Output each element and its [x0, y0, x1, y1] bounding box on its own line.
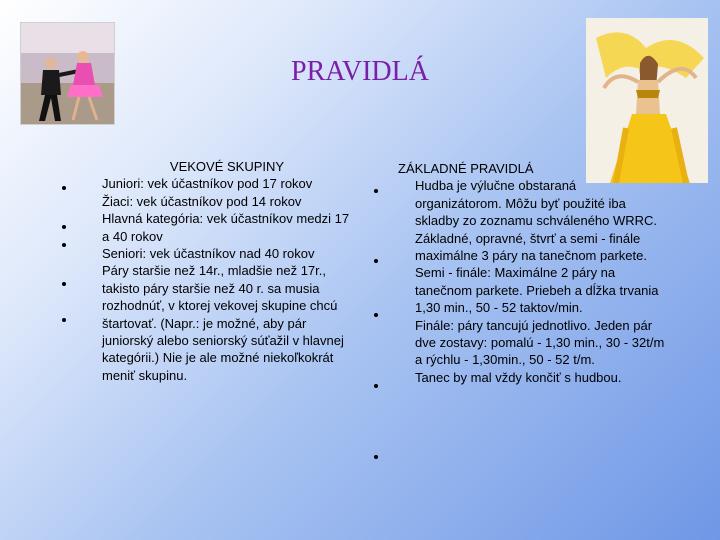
bullet-marker [374, 313, 378, 317]
list-item: Základné, opravné, štvrť a semi - finále maximálne 3 páry na tanečnom parkete. [415, 230, 647, 264]
bullet-marker [62, 318, 66, 322]
slide-title: PRAVIDLÁ [291, 56, 429, 87]
age-groups-heading: VEKOVÉ SKUPINY [169, 159, 285, 174]
bullet-marker [62, 186, 66, 190]
list-item: Hudba je výlučne obstaraná organizátorom. Môžu byť použité iba skladby zo zoznamu schváleného WRRC. [415, 178, 658, 229]
list-item: Semi - finále: Maximálne 2 páry na tanečnom parkete. Priebeh a dĺžka trvania 1,30 min., 50 - 52 taktov/min. [415, 265, 659, 316]
list-item: Tanec by mal vždy končiť s hudbou. [415, 369, 622, 385]
list-item: Finále: páry tancujú jednotlivo. Jeden pár dve zostavy: pomalú - 1,30 min., 30 - 32t/m a rýchlu - 1,30min., 50 - 52 t/m. [415, 317, 665, 368]
age-groups-column [102, 158, 352, 384]
bullet-marker [374, 455, 378, 459]
bullet-marker [374, 259, 378, 263]
bullet-marker [62, 225, 66, 229]
list-item: Juniori: vek účastníkov pod 17 rokov [102, 176, 313, 192]
bullet-marker [62, 243, 66, 247]
bullet-marker [62, 282, 66, 286]
list-item: Hlavná kategória: vek účastníkov medzi 17 a 40 rokov [102, 211, 350, 244]
belly-dancer-photo [586, 18, 708, 183]
bullet-marker [374, 189, 378, 193]
basic-rules-heading: ZÁKLADNÉ PRAVIDLÁ [398, 161, 534, 176]
list-item: Páry staršie než 14r., mladšie než 17r., takisto páry staršie než 40 r. sa musia rozhodnúť, v ktorej vekovej skupine chcú štartovať. (Napr.: je možné, aby pár juniorský alebo seniorský súťažil v hlavnej kategórii.) Nie je ale možné niekoľkokrát meniť skupinu. [102, 263, 344, 383]
list-item: Seniori: vek účastníkov nad 40 rokov [102, 246, 315, 262]
list-item: Žiaci: vek účastníkov pod 14 rokov [102, 193, 302, 209]
bullet-marker [374, 384, 378, 388]
basic-rules-column [398, 160, 665, 386]
